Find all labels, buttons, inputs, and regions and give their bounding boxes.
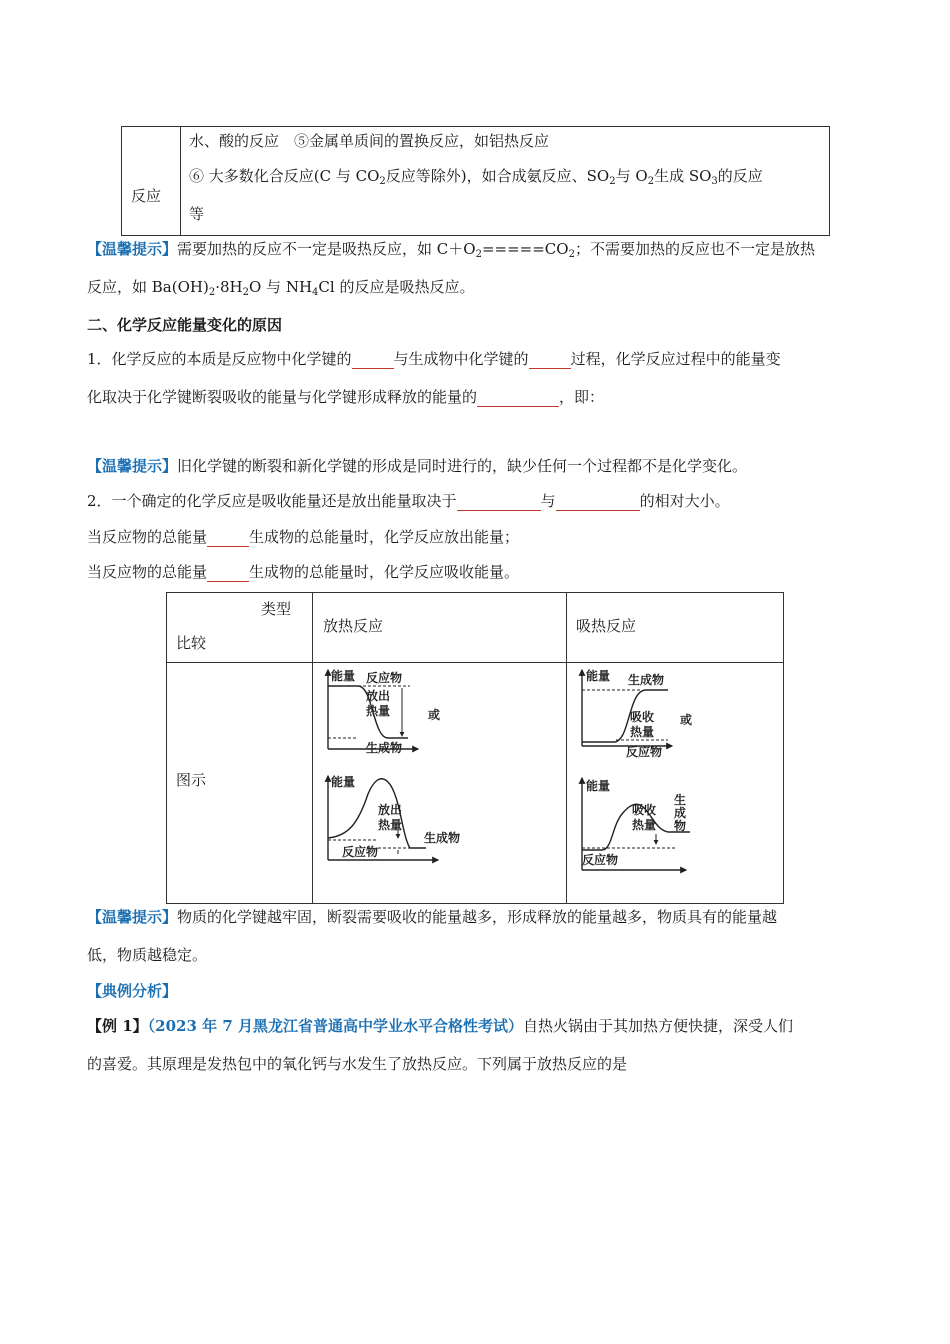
tip1-line2: 反应，如 $Ba(OH)_2\cdot 8H_2O$ 与 $NH_4Cl$ 的反应是吸热反应。 <box>87 278 475 298</box>
reactant-label: 反应物 <box>366 671 403 685</box>
tip3-line2: 低，物质越稳定。 <box>87 946 208 964</box>
top-table-left-label: 反应 <box>131 187 162 205</box>
energy-axis-label: 能量 <box>331 775 356 789</box>
answer-blank[interactable] <box>207 530 249 547</box>
table-corner-type: 类型 <box>261 600 292 618</box>
paragraph-3: 当反应物的总能量 生成物的总能量时，化学反应放出能量； <box>87 528 520 546</box>
answer-blank[interactable] <box>352 352 394 369</box>
product-label-char: 物 <box>674 819 687 833</box>
endothermic-diagram-curve <box>582 778 690 870</box>
exothermic-diagrams <box>318 664 461 900</box>
compare-table-divider <box>566 592 567 903</box>
endothermic-diagrams <box>572 664 702 900</box>
or-label: 或 <box>428 708 441 722</box>
example-label: 【例 1】 <box>87 1017 148 1035</box>
top-table-row1: 水、酸的反应 ⑤金属单质间的置换反应，如铝热反应 <box>189 132 550 150</box>
heat-label: 热量 <box>632 818 657 832</box>
reactant-label: 反应物 <box>342 845 379 859</box>
product-label: 生成物 <box>366 741 403 755</box>
exothermic-diagram-simple <box>328 668 440 755</box>
column-header-endothermic: 吸热反应 <box>576 617 637 635</box>
tip-label: 【温馨提示】 <box>87 908 178 926</box>
tip3-line1: 【温馨提示】物质的化学键越牢固，断裂需要吸收的能量越多，形成释放的能量越多，物质具有的能量越 <box>87 908 778 926</box>
paragraph-2: 2．一个确定的化学反应是吸收能量还是放出能量取决于 与 的相对大小。 <box>87 492 730 510</box>
example1-line1: 【例 1】（2023 年 7 月黑龙江省普通高中学业水平合格性考试）自热火锅由于其加热方便快捷，深受人们 <box>87 1017 794 1035</box>
column-header-exothermic: 放热反应 <box>323 617 384 635</box>
energy-axis-label: 能量 <box>586 669 611 683</box>
energy-axis-label: 能量 <box>331 669 356 683</box>
section2-p1-line1: 1．化学反应的本质是反应物中化学键的 与生成物中化学键的 过程，化学反应过程中的能量变 <box>87 350 781 368</box>
compare-table-divider <box>312 592 313 903</box>
product-label-char: 生 <box>674 793 687 807</box>
section2-p1-line2: 化取决于化学键断裂吸收的能量与化学键形成释放的能量的 ，即： <box>87 388 605 406</box>
tip2-line: 【温馨提示】旧化学键的断裂和新化学键的形成是同时进行的，缺少任何一个过程都不是化学变化。 <box>87 457 748 475</box>
product-label-char: 成 <box>674 806 687 820</box>
heat-label: 热量 <box>366 704 391 718</box>
answer-blank[interactable] <box>207 565 249 582</box>
compare-table-row-divider <box>166 662 783 663</box>
release-label: 放出 <box>378 803 403 817</box>
heat-label: 热量 <box>630 725 655 739</box>
example1-line2: 的喜爱。其原理是发热包中的氧化钙与水发生了放热反应。下列属于放热反应的是 <box>87 1055 628 1073</box>
answer-blank[interactable] <box>556 494 640 511</box>
paragraph-4: 当反应物的总能量 生成物的总能量时，化学反应吸收能量。 <box>87 563 520 581</box>
or-label: 或 <box>680 713 693 727</box>
example-source: （2023 年 7 月黑龙江省普通高中学业水平合格性考试） <box>147 1017 524 1035</box>
answer-blank[interactable] <box>477 390 559 407</box>
answer-blank[interactable] <box>529 352 571 369</box>
reactant-label: 反应物 <box>582 853 619 867</box>
release-label: 放出 <box>366 689 391 703</box>
example-heading: 【典例分析】 <box>87 982 178 1000</box>
product-label: 生成物 <box>424 831 461 845</box>
product-label: 生成物 <box>628 673 665 687</box>
absorb-label: 吸收 <box>632 803 657 817</box>
tip-label: 【温馨提示】 <box>87 240 178 258</box>
tip-label: 【温馨提示】 <box>87 457 178 475</box>
tip1-line1: 【温馨提示】需要加热的反应不一定是吸热反应，如 $C+O_2=====CO_2$；不需要加热的反应也不一定是放热 <box>87 240 815 260</box>
top-table-divider <box>180 126 181 235</box>
heat-label: 热量 <box>378 818 403 832</box>
energy-axis-label: 能量 <box>586 779 611 793</box>
top-table-row2: ⑥ 大多数化合反应(C 与 $CO_2$反应等除外)，如合成氨反应、$SO_2$与 $O_2$生成 $SO_3$的反应 <box>189 167 763 187</box>
answer-blank[interactable] <box>457 494 541 511</box>
top-table-row3: 等 <box>189 205 205 223</box>
endothermic-diagram-simple <box>582 668 692 759</box>
exothermic-diagram-curve <box>328 774 460 860</box>
row-label-diagram: 图示 <box>176 771 207 789</box>
section-heading: 二、化学反应能量变化的原因 <box>87 316 283 334</box>
table-corner-compare: 比较 <box>176 634 207 652</box>
absorb-label: 吸收 <box>630 710 655 724</box>
reactant-label: 反应物 <box>626 745 663 759</box>
